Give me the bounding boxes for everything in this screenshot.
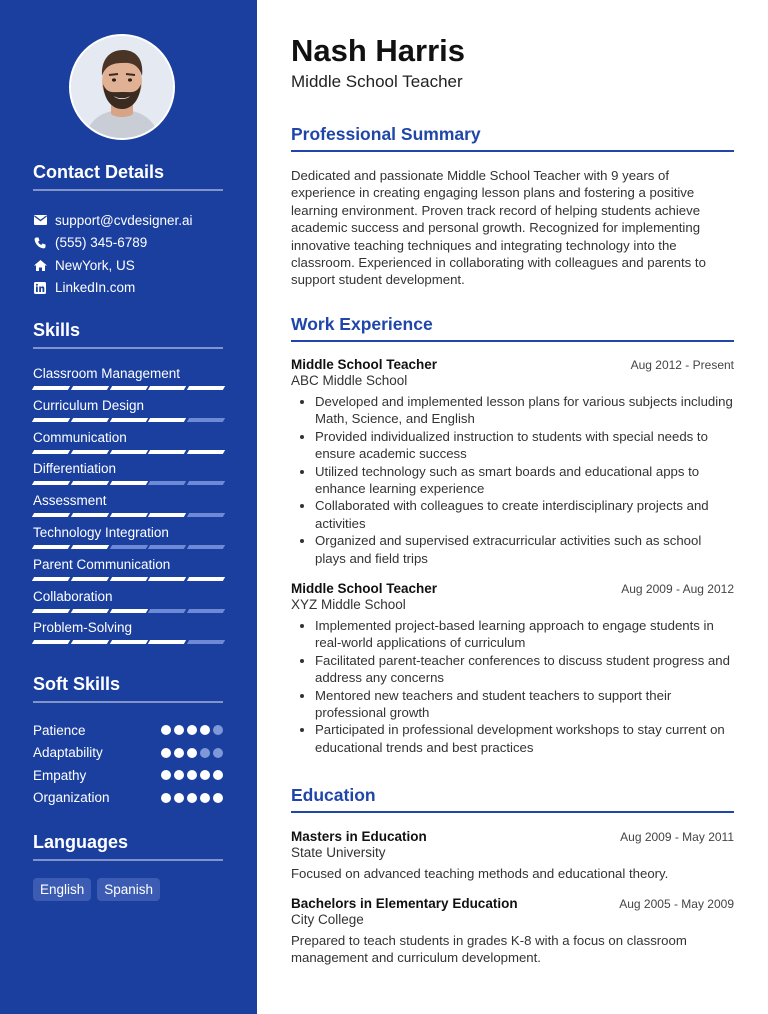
summary-title: Professional Summary xyxy=(291,124,734,152)
skill-level-segment xyxy=(109,513,147,517)
skill-level-segment xyxy=(71,513,109,517)
skill-level-segment xyxy=(109,577,147,581)
rating-dot xyxy=(161,770,171,780)
job-entry xyxy=(291,357,734,567)
skill-level-segment xyxy=(32,513,70,517)
rating-dot xyxy=(161,793,171,803)
skill-level-segment xyxy=(148,450,186,454)
avatar-illustration xyxy=(71,36,173,138)
skill-item xyxy=(33,493,223,525)
soft-skill-name: Organization xyxy=(33,790,110,806)
profile-photo xyxy=(69,34,175,140)
job-title: Middle School Teacher xyxy=(291,581,438,596)
job-bullet: • Collaborated with colleagues to create interdisciplinary projects and activities xyxy=(315,497,734,532)
language-chip: Spanish xyxy=(97,878,160,901)
skill-level-bar xyxy=(33,418,224,422)
rating-dot xyxy=(174,793,184,803)
skill-name: Problem-Solving xyxy=(33,620,133,636)
job-company: ABC Middle School xyxy=(291,373,408,388)
skill-name: Communication xyxy=(33,429,127,445)
skill-level-segment xyxy=(71,545,109,549)
envelope-icon xyxy=(33,213,47,227)
job-bullet: • Utilized technology such as smart boards and educational apps to enhance learning experience xyxy=(315,463,734,498)
skill-level-segment xyxy=(32,640,70,644)
rating-dot xyxy=(187,725,197,735)
skill-level-segment xyxy=(109,418,147,422)
job-title: Middle School Teacher xyxy=(291,357,438,372)
skill-level-segment xyxy=(109,609,147,613)
skill-level-segment xyxy=(187,640,225,644)
skill-level-bar xyxy=(33,386,224,390)
skill-level-bar xyxy=(33,577,224,581)
job-bullet: • Participated in professional development workshops to stay current on educational trends and best practices xyxy=(315,721,734,756)
skill-item xyxy=(33,461,223,493)
rating-dot xyxy=(174,770,184,780)
skill-name: Differentiation xyxy=(33,461,117,477)
skill-level-segment xyxy=(71,640,109,644)
skill-level-segment xyxy=(71,418,109,422)
skill-level-segment xyxy=(71,577,109,581)
skill-item xyxy=(33,398,223,430)
skill-level-segment xyxy=(187,545,225,549)
languages-title: Languages xyxy=(33,832,223,861)
education-desc: Focused on advanced teaching methods and educational theory. xyxy=(291,866,669,881)
rating-dot xyxy=(200,793,210,803)
skill-item xyxy=(33,525,223,557)
education-date: Aug 2005 - May 2009 xyxy=(619,897,734,911)
skill-name: Technology Integration xyxy=(33,524,169,540)
soft-skill-name: Adaptability xyxy=(33,745,103,761)
contact-phone-text: (555) 345-6789 xyxy=(55,235,148,251)
contact-location-text: NewYork, US xyxy=(55,257,135,273)
skill-level-segment xyxy=(148,577,186,581)
soft-skill-item xyxy=(33,742,223,765)
soft-skill-rating xyxy=(161,748,223,758)
skill-level-segment xyxy=(71,481,109,485)
skill-level-segment xyxy=(187,418,225,422)
soft-skill-name: Empathy xyxy=(33,767,87,783)
rating-dot xyxy=(187,770,197,780)
skill-level-segment xyxy=(148,513,186,517)
skill-level-segment xyxy=(109,386,147,390)
soft-skill-item xyxy=(33,719,223,742)
rating-dot xyxy=(200,748,210,758)
job-bullets xyxy=(291,617,734,756)
skill-level-segment xyxy=(71,386,109,390)
soft-skill-item xyxy=(33,764,223,787)
rating-dot xyxy=(213,793,223,803)
contact-linkedin[interactable] xyxy=(33,277,223,300)
skill-item xyxy=(33,557,223,589)
skill-name: Classroom Management xyxy=(33,366,181,381)
rating-dot xyxy=(161,725,171,735)
skill-level-segment xyxy=(148,386,186,390)
education-desc: Prepared to teach students in grades K-8 with a focus on classroom management and curriculum development. xyxy=(291,933,687,966)
rating-dot xyxy=(213,725,223,735)
skill-level-segment xyxy=(148,545,186,549)
job-company: XYZ Middle School xyxy=(291,597,406,612)
soft-skills-title: Soft Skills xyxy=(33,674,223,703)
linkedin-icon xyxy=(33,281,47,295)
degree-title: Bachelors in Elementary Education xyxy=(291,896,518,911)
skill-level-bar xyxy=(33,609,224,613)
skill-level-segment xyxy=(71,609,109,613)
job-bullet: • Facilitated parent-teacher conferences to discuss student progress and address any concerns xyxy=(315,652,734,687)
languages-list xyxy=(33,878,223,901)
skill-name: Collaboration xyxy=(33,588,113,604)
skill-level-segment xyxy=(148,418,186,422)
contact-linkedin-text: LinkedIn.com xyxy=(55,280,136,296)
skill-level-segment xyxy=(71,450,109,454)
education-title: Education xyxy=(291,785,734,813)
education-entry xyxy=(291,896,734,967)
skill-level-segment xyxy=(109,545,147,549)
soft-skill-name: Patience xyxy=(33,722,86,738)
rating-dot xyxy=(174,725,184,735)
sidebar xyxy=(0,0,257,1014)
skill-level-segment xyxy=(32,450,70,454)
phone-icon xyxy=(33,236,47,250)
skill-level-bar xyxy=(33,513,224,517)
job-bullet: • Implemented project-based learning approach to engage students in real-world applications of curriculum xyxy=(315,617,734,652)
skill-level-segment xyxy=(32,418,70,422)
rating-dot xyxy=(187,793,197,803)
language-chip: English xyxy=(33,878,91,901)
contact-section xyxy=(33,162,223,299)
contact-title: Contact Details xyxy=(33,162,223,191)
skill-name: Assessment xyxy=(33,493,107,509)
summary-text: Dedicated and passionate Middle School Teacher with 9 years of experience in creating engaging lesson plans and fostering a positive learning environment. Proven track record of helping students achieve academic success and personal growth. Recognized for implementing innovative teaching techniques and integrating technology into the classroom. Experienced in collaborating with colleagues and parents to support student development. xyxy=(291,168,706,288)
skill-level-segment xyxy=(187,513,225,517)
skill-item xyxy=(33,589,223,621)
job-entry xyxy=(291,581,734,756)
home-icon xyxy=(33,258,47,272)
skill-level-segment xyxy=(32,386,70,390)
skill-level-bar xyxy=(33,545,224,549)
job-bullets xyxy=(291,393,734,567)
skill-level-segment xyxy=(109,450,147,454)
rating-dot xyxy=(161,748,171,758)
rating-dot xyxy=(174,748,184,758)
skill-level-segment xyxy=(187,450,225,454)
skill-level-segment xyxy=(32,481,70,485)
skill-level-bar xyxy=(33,640,224,644)
job-bullet: • Provided individualized instruction to students with special needs to ensure academic success xyxy=(315,428,734,463)
skill-level-segment xyxy=(187,481,225,485)
skill-level-segment xyxy=(148,640,186,644)
school-name: State University xyxy=(291,845,386,860)
job-bullet: • Developed and implemented lesson plans for various subjects including Math, Science, and English xyxy=(315,393,734,428)
skill-name: Parent Communication xyxy=(33,556,171,572)
contact-email[interactable] xyxy=(33,209,223,232)
skill-level-segment xyxy=(148,481,186,485)
skill-item xyxy=(33,366,223,398)
candidate-name: Nash Harris xyxy=(291,33,466,68)
rating-dot xyxy=(187,748,197,758)
candidate-role: Middle School Teacher xyxy=(291,72,463,91)
soft-skill-rating xyxy=(161,793,223,803)
skill-item xyxy=(33,620,223,652)
soft-skills-list xyxy=(33,719,223,809)
skill-level-segment xyxy=(148,609,186,613)
rating-dot xyxy=(200,770,210,780)
job-bullet: • Organized and supervised extracurricular activities such as school plays and field trips xyxy=(315,532,734,567)
skill-level-segment xyxy=(109,640,147,644)
soft-skill-rating xyxy=(161,770,223,780)
contact-email-text: support@cvdesigner.ai xyxy=(55,212,193,228)
job-bullet: • Mentored new teachers and student teachers to support their professional growth xyxy=(315,687,734,722)
degree-title: Masters in Education xyxy=(291,829,427,844)
skill-level-segment xyxy=(187,609,225,613)
skill-level-segment xyxy=(32,577,70,581)
education-date: Aug 2009 - May 2011 xyxy=(620,830,734,844)
soft-skill-rating xyxy=(161,725,223,735)
rating-dot xyxy=(200,725,210,735)
skills-title: Skills xyxy=(33,320,223,349)
skill-level-bar xyxy=(33,450,224,454)
skill-level-segment xyxy=(32,545,70,549)
rating-dot xyxy=(213,770,223,780)
soft-skill-item xyxy=(33,787,223,810)
skill-level-segment xyxy=(187,577,225,581)
contact-phone[interactable] xyxy=(33,232,223,255)
soft-skills-section xyxy=(33,674,223,809)
languages-section xyxy=(33,832,223,901)
skills-list xyxy=(33,366,223,652)
skill-level-segment xyxy=(32,609,70,613)
job-date: Aug 2009 - Aug 2012 xyxy=(621,582,734,596)
skill-level-bar xyxy=(33,481,224,485)
job-date: Aug 2012 - Present xyxy=(630,358,734,372)
skill-level-segment xyxy=(109,481,147,485)
skills-section xyxy=(33,320,223,652)
rating-dot xyxy=(213,748,223,758)
school-name: City College xyxy=(291,912,364,927)
contact-location xyxy=(33,254,223,277)
experience-title: Work Experience xyxy=(291,314,734,342)
skill-name: Curriculum Design xyxy=(33,397,145,413)
education-entry xyxy=(291,829,734,882)
skill-item xyxy=(33,430,223,462)
skill-level-segment xyxy=(187,386,225,390)
